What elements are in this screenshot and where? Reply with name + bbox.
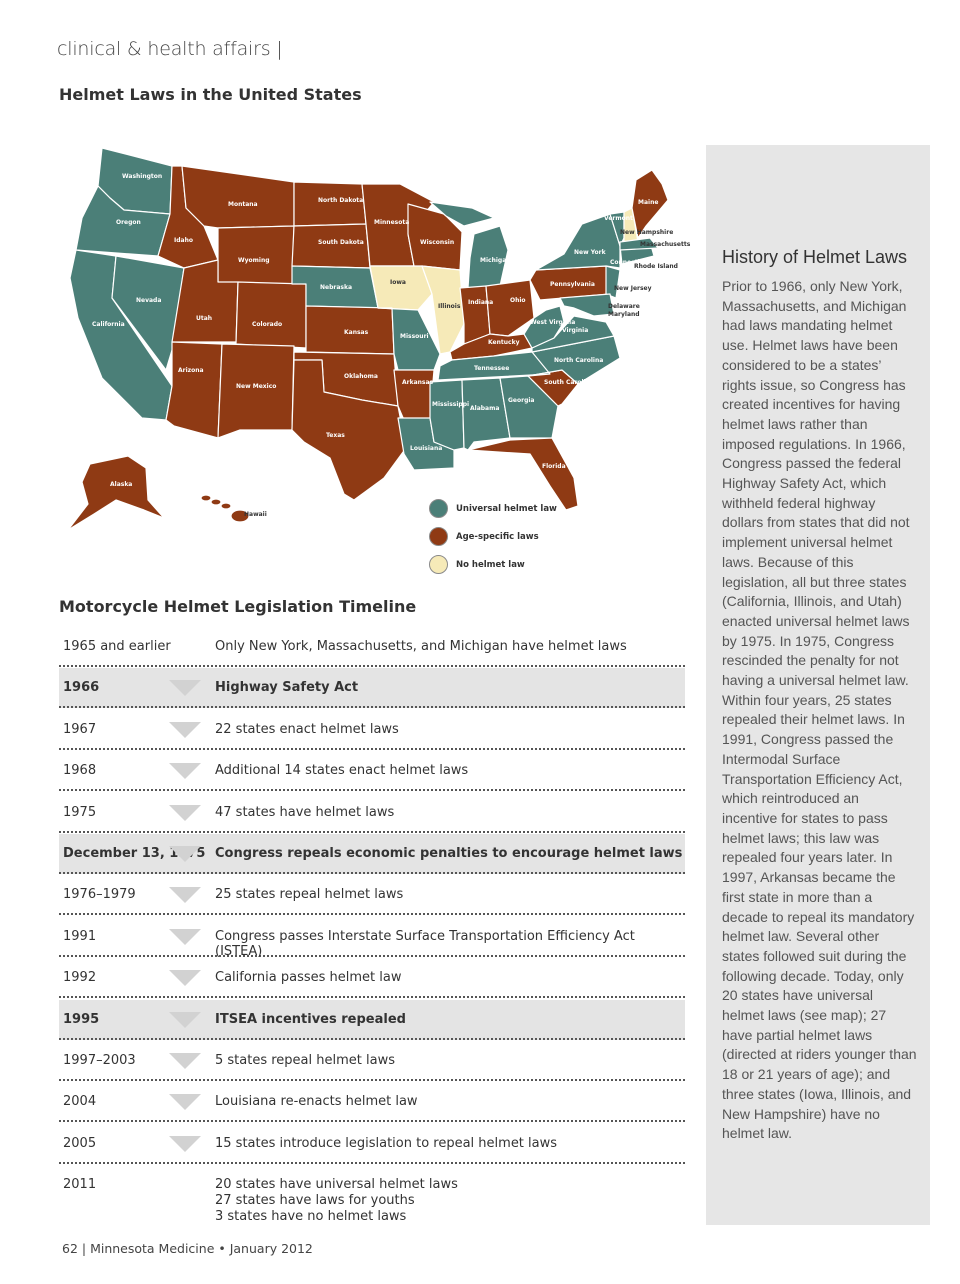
label-kentucky: Kentucky — [488, 339, 520, 346]
timeline-event: Louisiana re-enacts helmet law — [215, 1094, 418, 1110]
legend-label: Age-specific laws — [456, 531, 539, 542]
label-maine: Maine — [638, 199, 659, 206]
label-illinois: Illinois — [438, 303, 461, 310]
us-helmet-law-map — [54, 138, 694, 588]
timeline-row — [59, 958, 685, 998]
down-arrow-icon — [169, 680, 201, 696]
label-georgia: Georgia — [508, 397, 535, 404]
label-louisiana: Louisiana — [410, 445, 443, 452]
label-california: California — [92, 321, 125, 328]
timeline-year: 2004 — [63, 1094, 97, 1110]
label-alaska: Alaska — [110, 481, 133, 488]
state-arkansas — [394, 370, 434, 420]
down-arrow-icon — [169, 763, 201, 779]
legend-swatch-age-specific — [429, 527, 448, 546]
label-kansas: Kansas — [344, 329, 369, 336]
down-arrow-icon — [169, 805, 201, 821]
label-utah: Utah — [196, 315, 213, 322]
label-tennessee: Tennessee — [474, 365, 510, 372]
section-label: clinical & health affairs | — [57, 38, 283, 60]
down-arrow-icon — [169, 887, 201, 903]
state-hawaii — [201, 495, 249, 522]
state-mississippi — [430, 380, 464, 450]
timeline-event: Additional 14 states enact helmet laws — [215, 763, 469, 779]
label-ohio: Ohio — [510, 297, 526, 304]
timeline-row — [59, 1082, 685, 1122]
label-arizona: Arizona — [178, 367, 204, 374]
label-minnesota: Minnesota — [374, 219, 410, 226]
page-footer: 62 | Minnesota Medicine • January 2012 — [62, 1241, 313, 1256]
timeline-event: Congress repeals economic penalties to encourage helmet laws — [215, 845, 683, 861]
timeline-year: 1976–1979 — [63, 887, 136, 903]
label-west-virginia: West Virginia — [530, 319, 576, 326]
sidebar-body — [722, 277, 918, 1144]
label-iowa: Iowa — [390, 279, 406, 286]
timeline-row — [59, 793, 685, 833]
timeline-event: Only New York, Massachusetts, and Michigan have helmet laws — [215, 639, 627, 654]
state-delaware-maryland — [560, 294, 614, 316]
timeline-year: 2005 — [63, 1135, 97, 1151]
label-michigan: Michigan — [480, 257, 511, 264]
state-iowa — [370, 266, 432, 310]
timeline-year: December 13, 1975 — [63, 845, 206, 861]
label-massachusetts: Massachusetts — [640, 241, 691, 248]
timeline-row — [59, 751, 685, 791]
timeline-event: California passes helmet law — [215, 970, 402, 986]
label-mississippi: Mississippi — [432, 401, 470, 408]
label-north-carolina: North Carolina — [554, 357, 604, 364]
timeline-row — [59, 1000, 685, 1040]
state-new-york — [536, 214, 620, 270]
timeline-year: 1995 — [63, 1011, 100, 1027]
down-arrow-icon — [169, 1094, 201, 1110]
legend-universal — [429, 499, 557, 518]
label-virginia: Virginia — [562, 327, 589, 334]
timeline-event: 5 states repeal helmet laws — [215, 1052, 395, 1068]
label-idaho: Idaho — [174, 237, 193, 244]
timeline-event: Highway Safety Act — [215, 680, 359, 696]
label-rhode-island: Rhode Island — [634, 263, 678, 270]
timeline-row — [59, 1041, 685, 1081]
down-arrow-icon — [169, 1136, 201, 1152]
down-arrow-icon — [169, 722, 201, 738]
down-arrow-icon — [169, 1053, 201, 1069]
sidebar-title: History of Helmet Laws — [722, 247, 908, 267]
state-montana — [182, 166, 294, 228]
timeline-year: 1991 — [63, 928, 97, 944]
label-connecticut: Connecticut — [610, 259, 651, 266]
label-vermont: Vermont — [604, 215, 633, 222]
label-washington: Washington — [122, 173, 163, 180]
label-new-jersey: New Jersey — [614, 285, 652, 292]
state-alaska — [68, 456, 164, 530]
timeline-row — [59, 1165, 685, 1227]
label-north-dakota: North Dakota — [318, 197, 364, 204]
timeline-event-line: 3 states have no helmet laws — [215, 1209, 407, 1225]
label-indiana: Indiana — [468, 299, 494, 306]
down-arrow-icon — [169, 1012, 201, 1028]
timeline-row — [59, 917, 685, 957]
timeline-row — [59, 710, 685, 750]
state-new-mexico — [218, 344, 294, 438]
state-north-dakota — [294, 182, 366, 226]
label-oregon: Oregon — [116, 219, 141, 226]
label-arkansas: Arkansas — [402, 379, 434, 386]
map-title: Helmet Laws in the United States — [59, 85, 362, 104]
label-new-hampshire: New Hampshire — [620, 229, 674, 236]
timeline-year: 1992 — [63, 970, 97, 986]
timeline-row — [59, 1124, 685, 1164]
down-arrow-icon — [169, 929, 201, 945]
timeline-event: ITSEA incentives repealed — [215, 1011, 406, 1027]
label-wyoming: Wyoming — [238, 257, 270, 264]
state-wyoming — [218, 226, 294, 284]
label-south-carolina: South Carolina — [544, 379, 594, 386]
timeline-event: 22 states enact helmet laws — [215, 721, 399, 737]
label-missouri: Missouri — [400, 333, 429, 340]
timeline-row — [59, 875, 685, 915]
legend-no-law — [429, 555, 525, 574]
state-arizona — [166, 342, 222, 438]
timeline-year: 1965 and earlier — [63, 639, 171, 654]
legend-age-specific — [429, 527, 539, 546]
legend-swatch-universal — [429, 499, 448, 518]
label-nebraska: Nebraska — [320, 284, 353, 291]
timeline-year: 1975 — [63, 804, 97, 820]
label-oklahoma: Oklahoma — [344, 373, 378, 380]
timeline-row — [59, 668, 685, 708]
timeline-title: Motorcycle Helmet Legislation Timeline — [59, 597, 417, 616]
timeline-table — [59, 627, 685, 1228]
label-nevada: Nevada — [136, 297, 162, 304]
map-svg — [54, 138, 694, 588]
timeline-year: 1967 — [63, 721, 97, 737]
down-arrow-icon — [169, 970, 201, 986]
timeline-event-line: 27 states have laws for youths — [215, 1193, 415, 1209]
state-south-dakota — [292, 224, 370, 268]
state-new-jersey — [606, 266, 620, 298]
timeline-event: 47 states have helmet laws — [215, 804, 395, 820]
label-delaware: Delaware — [608, 303, 640, 310]
label-maryland: Maryland — [608, 311, 640, 318]
label-colorado: Colorado — [252, 321, 283, 328]
down-arrow-icon — [169, 846, 201, 862]
timeline-year: 1968 — [63, 763, 97, 779]
timeline-year: 1966 — [63, 680, 100, 696]
label-montana: Montana — [228, 201, 258, 208]
label-new-mexico: New Mexico — [236, 383, 277, 390]
timeline-year: 1997–2003 — [63, 1052, 136, 1068]
label-florida: Florida — [542, 463, 566, 470]
sidebar-paragraph: Prior to 1966, only New York, Massachusetts, and Michigan had laws mandating helmet use. Helmet laws have been considered to be a states’ rights issue, so Congress has created incentives for having helmet laws rather than imposed regulations. In 1966, Congress passed the federal Highway Safety Act, which withheld federal highway dollars from states that did not implement universal helmet laws. Because of this legislation, all but three states (California, Illinois, and Utah) enacted universal helmet laws by 1975. In 1975, Congress rescinded the penalty for not having a universal helmet law. Within four years, 25 states repealed their helmet laws. In 1991, Congress passed the Intermodal Surface Transportation Efficiency Act, which reintroduced an incentive for states to pass helmet laws; this law was repealed four years later. In 1997, Arkansas became the first state in more than a decade to repeal its mandatory helmet law. Several other states followed suit during the following decade. Today, only 20 states have universal helmet laws (see map); 27 have partial helmet laws (directed at riders younger than 18 or 21 years of age); and three states (Iowa, Illinois, and New Hampshire) have no helmet law. — [722, 278, 917, 1142]
label-alabama: Alabama — [470, 405, 500, 412]
timeline-row — [59, 627, 685, 667]
timeline-row — [59, 834, 685, 874]
legend-swatch-none — [429, 555, 448, 574]
timeline-event: 25 states repeal helmet laws — [215, 887, 404, 903]
label-hawaii: Hawaii — [244, 511, 267, 518]
label-south-dakota: South Dakota — [318, 239, 364, 246]
state-ohio — [486, 280, 534, 336]
timeline-event: Congress passes Interstate Surface Transportation Efficiency Act (ISTEA) — [215, 928, 635, 959]
state-colorado — [236, 282, 306, 348]
label-new-york: New York — [574, 249, 606, 256]
label-texas: Texas — [326, 432, 345, 439]
legend-label: No helmet law — [456, 559, 525, 570]
timeline-event: 15 states introduce legislation to repeal helmet laws — [215, 1135, 558, 1151]
timeline-event-line: 20 states have universal helmet laws — [215, 1177, 458, 1193]
timeline-event — [215, 1177, 458, 1225]
sidebar-history — [706, 145, 930, 1225]
label-wisconsin: Wisconsin — [420, 239, 455, 246]
timeline-year: 2011 — [63, 1177, 97, 1193]
legend-label: Universal helmet law — [456, 503, 557, 514]
label-pennsylvania: Pennsylvania — [550, 281, 595, 288]
